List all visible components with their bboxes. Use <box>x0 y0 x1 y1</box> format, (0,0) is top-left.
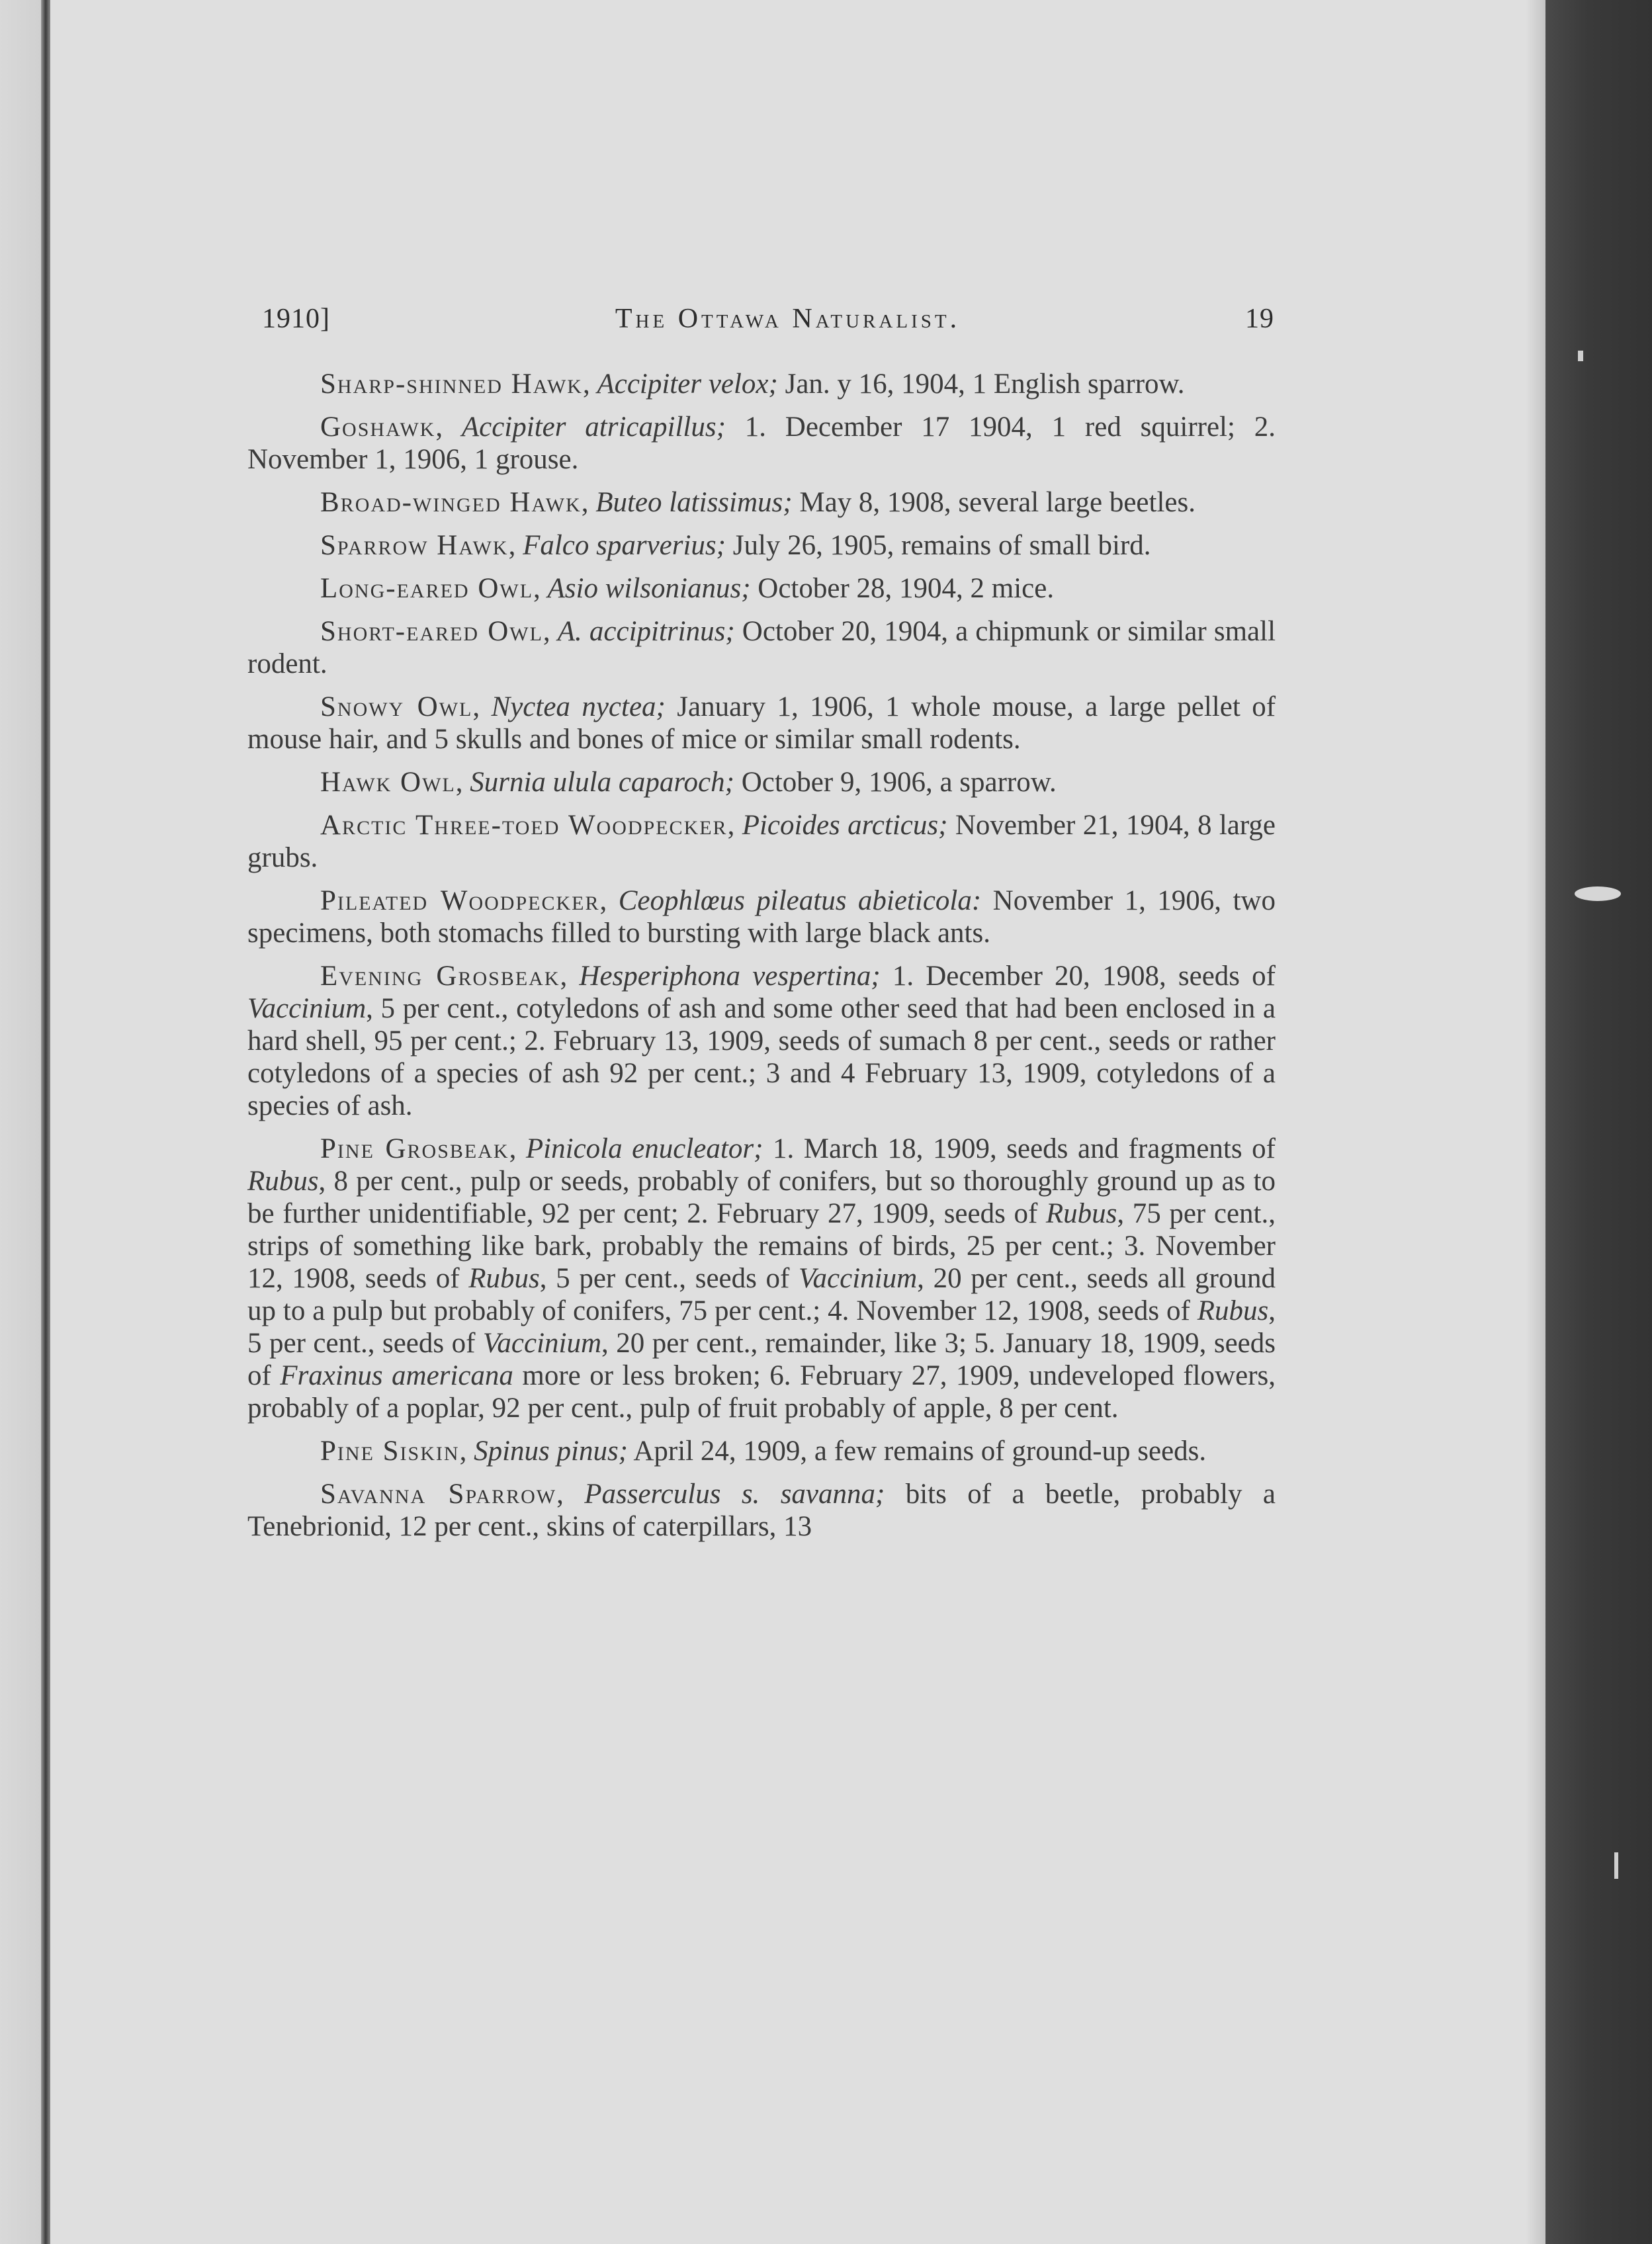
genus-name: Rubus <box>1197 1295 1269 1326</box>
entry-snowy-owl: Snowy Owl, Nyctea nyctea; January 1, 1906, 1 whole mouse, a large pellet of mouse hair, and 5 skulls and bones of mice or similar small rodents. <box>247 691 1276 755</box>
entry-text: Jan. y 16, 1904, 1 English sparrow. <box>777 368 1185 400</box>
entry-text: 1. December 20, 1908, seeds of <box>880 961 1276 992</box>
bird-name: Pileated Woodpecker <box>320 885 600 916</box>
bird-name: Sparrow Hawk <box>320 530 509 561</box>
scientific-name: Spinus pinus; <box>474 1436 628 1467</box>
entry-long-eared-owl: Long-eared Owl, Asio wilsonianus; October 28, 1904, 2 mice. <box>320 573 1055 604</box>
entry-text: May 8, 1908, several large beetles. <box>792 487 1196 518</box>
bird-name: Sharp-shinned Hawk <box>320 368 583 400</box>
genus-name: Rubus <box>247 1166 319 1197</box>
entry-text: November 21, 1904, 8 large grubs. <box>247 810 1276 873</box>
scientific-name: A. accipitrinus; <box>557 616 735 647</box>
entry-broad-winged-hawk: Broad-winged Hawk, Buteo latissimus; May 8, 1908, several large beetles. <box>320 487 1196 518</box>
entry-text: January 1, 1906, 1 whole mouse, a large pellet of mouse hair, and 5 skulls and bones of mice or similar small rodents. <box>247 691 1276 755</box>
bird-name: Goshawk <box>320 411 436 443</box>
genus-name: Fraxinus americana <box>280 1360 513 1391</box>
genus-name: Vaccinium <box>247 993 367 1024</box>
entry-text: November 1, 1906, two specimens, both stomachs filled to bursting with large black ants. <box>247 885 1276 949</box>
entry-text: bits of a beetle, probably a Tenebrionid, 12 per cent., skins of caterpillars, 13 <box>247 1479 1276 1542</box>
bird-name: Hawk Owl <box>320 767 456 798</box>
scientific-name: Pinicola enucleator; <box>525 1133 763 1164</box>
entry-text: 1. December 17 1904, 1 red squirrel; 2. November 1, 1906, 1 grouse. <box>247 411 1276 475</box>
entry-text: , 5 per cent., seeds of <box>539 1263 799 1294</box>
entry-short-eared-owl: Short-eared Owl, A. accipitrinus; October 20, 1904, a chipmunk or similar small rodent. <box>247 616 1276 679</box>
entry-text: , 5 per cent., cotyledons of ash and some other seed that had been enclosed in a hard shell, 95 per cent.; 2. February 13, 1909, seeds of sumach 8 per cent., seeds or rather cotyledons of a species of ash 92 per cent.; 3 and 4 February 13, 1909, cotyledons of a species of ash. <box>247 993 1276 1121</box>
genus-name: Vaccinium <box>799 1263 918 1294</box>
bird-name: Savanna Sparrow <box>320 1479 557 1510</box>
page-number: 19 <box>1245 304 1274 334</box>
header-year: 1910] <box>262 304 330 334</box>
scientific-name: Asio wilsonianus; <box>547 573 751 604</box>
entry-text: October 20, 1904, a chipmunk or similar small rodent. <box>247 616 1276 679</box>
entry-text: , 75 per cent., strips of something like bark, probably the remains of birds, 25 per cent.; 3. November 12, 1908, seeds of <box>247 1198 1276 1294</box>
scientific-name: Passerculus s. savanna; <box>584 1479 885 1510</box>
bird-name: Pine Grosbeak <box>320 1133 509 1164</box>
entry-arctic-three-toed-woodpecker: Arctic Three-toed Woodpecker, Picoides arcticus; November 21, 1904, 8 large grubs. <box>247 810 1276 873</box>
bird-name: Long-eared Owl <box>320 573 534 604</box>
entry-text: 1. March 18, 1909, seeds and fragments of <box>763 1133 1276 1164</box>
bird-name: Short-eared Owl <box>320 616 543 647</box>
scan-speck <box>1575 886 1621 901</box>
entry-text: , 8 per cent., pulp or seeds, probably of conifers, but so thoroughly ground up as to be further unidentifiable, 92 per cent; 2. February 27, 1909, seeds of <box>247 1166 1276 1229</box>
scientific-name: Nyctea nyctea; <box>491 691 666 722</box>
entry-text: , 5 per cent., seeds of <box>247 1295 1276 1359</box>
scientific-name: Accipiter atricapillus; <box>461 411 726 443</box>
bird-name: Arctic Three-toed Woodpecker <box>320 810 728 841</box>
entry-sharp-shinned-hawk: Sharp-shinned Hawk, Accipiter velox; Jan. y 16, 1904, 1 English sparrow. <box>320 368 1185 400</box>
entry-text: more or less broken; 6. February 27, 1909, undeveloped flowers, probably of a poplar, 92 per cent., pulp of fruit probably of apple, 8 per cent. <box>247 1360 1276 1424</box>
entry-savanna-sparrow: Savanna Sparrow, Passerculus s. savanna; bits of a beetle, probably a Tenebrionid, 12 per cent., skins of caterpillars, 13 <box>247 1479 1276 1542</box>
bird-name: Snowy Owl <box>320 691 473 722</box>
genus-name: Rubus <box>468 1263 540 1294</box>
article-body <box>247 368 1276 1553</box>
entry-goshawk: Goshawk, Accipiter atricapillus; 1. December 17 1904, 1 red squirrel; 2. November 1, 1906, 1 grouse. <box>247 411 1276 475</box>
journal-title: The Ottawa Naturalist. <box>615 304 961 334</box>
scan-background <box>1545 0 1652 2244</box>
book-edge <box>41 0 50 2244</box>
entry-text: , 20 per cent., remainder, like 3; 5. January 18, 1909, seeds of <box>247 1328 1276 1391</box>
scientific-name: Surnia ulula caparoch; <box>470 767 734 798</box>
entry-evening-grosbeak: Evening Grosbeak, Hesperiphona vespertina; 1. December 20, 1908, seeds of Vaccinium, 5 per cent., cotyledons of ash and some other seed that had been enclosed in a hard shell, 95 per cent.; 2. February 13, 1909, seeds of sumach 8 per cent., seeds or rather cotyledons of a species of ash 92 per cent.; 3 and 4 February 13, 1909, cotyledons of a species of ash. <box>247 961 1276 1121</box>
entry-pine-grosbeak: Pine Grosbeak, Pinicola enucleator; 1. March 18, 1909, seeds and fragments of Rubus, 8 per cent., pulp or seeds, probably of conifers, but so thoroughly ground up as to be further unidentifiable, 92 per cent; 2. February 27, 1909, seeds of Rubus, 75 per cent., strips of something like bark, probably the remains of birds, 25 per cent.; 3. November 12, 1908, seeds of Rubus, 5 per cent., seeds of Vaccinium, 20 per cent., seeds all ground up to a pulp but probably of conifers, 75 per cent.; 4. November 12, 1908, seeds of Rubus, 5 per cent., seeds of Vaccinium, 20 per cent., remainder, like 3; 5. January 18, 1909, seeds of Fraxinus americana more or less broken; 6. February 27, 1909, undeveloped flowers, probably of a poplar, 92 per cent., pulp of fruit probably of apple, 8 per cent. <box>247 1133 1276 1424</box>
scientific-name: Picoides arcticus; <box>742 810 948 841</box>
scientific-name: Hesperiphona vespertina; <box>579 961 881 992</box>
scientific-name: Falco sparverius; <box>523 530 726 561</box>
entry-text: , 20 per cent., seeds all ground up to a pulp but probably of conifers, 75 per cent.; 4. November 12, 1908, seeds of <box>247 1263 1276 1326</box>
entry-text: April 24, 1909, a few remains of ground-up seeds. <box>628 1436 1207 1467</box>
bird-name: Evening Grosbeak <box>320 961 560 992</box>
entry-hawk-owl: Hawk Owl, Surnia ulula caparoch; October 9, 1906, a sparrow. <box>320 767 1057 798</box>
entry-text: October 9, 1906, a sparrow. <box>734 767 1057 798</box>
scan-speck <box>1578 351 1583 361</box>
entry-pileated-woodpecker: Pileated Woodpecker, Ceophlœus pileatus abieticola: November 1, 1906, two specimens, both stomachs filled to bursting with large black ants. <box>247 885 1276 949</box>
scan-speck <box>1614 1852 1618 1879</box>
genus-name: Rubus <box>1045 1198 1117 1229</box>
running-head <box>262 303 1274 343</box>
genus-name: Vaccinium <box>482 1328 602 1359</box>
entry-text: October 28, 1904, 2 mice. <box>750 573 1055 604</box>
entry-sparrow-hawk: Sparrow Hawk, Falco sparverius; July 26, 1905, remains of small bird. <box>320 530 1151 561</box>
bird-name: Broad-winged Hawk <box>320 487 582 518</box>
bird-name: Pine Siskin <box>320 1436 460 1467</box>
entry-pine-siskin: Pine Siskin, Spinus pinus; April 24, 1909, a few remains of ground-up seeds. <box>320 1436 1207 1467</box>
scientific-name: Buteo latissimus; <box>595 487 793 518</box>
scientific-name: Ceophlœus pileatus abieticola: <box>618 885 982 916</box>
scan-margin <box>0 0 46 2244</box>
entry-text: July 26, 1905, remains of small bird. <box>725 530 1151 561</box>
scientific-name: Accipiter velox; <box>597 368 778 400</box>
